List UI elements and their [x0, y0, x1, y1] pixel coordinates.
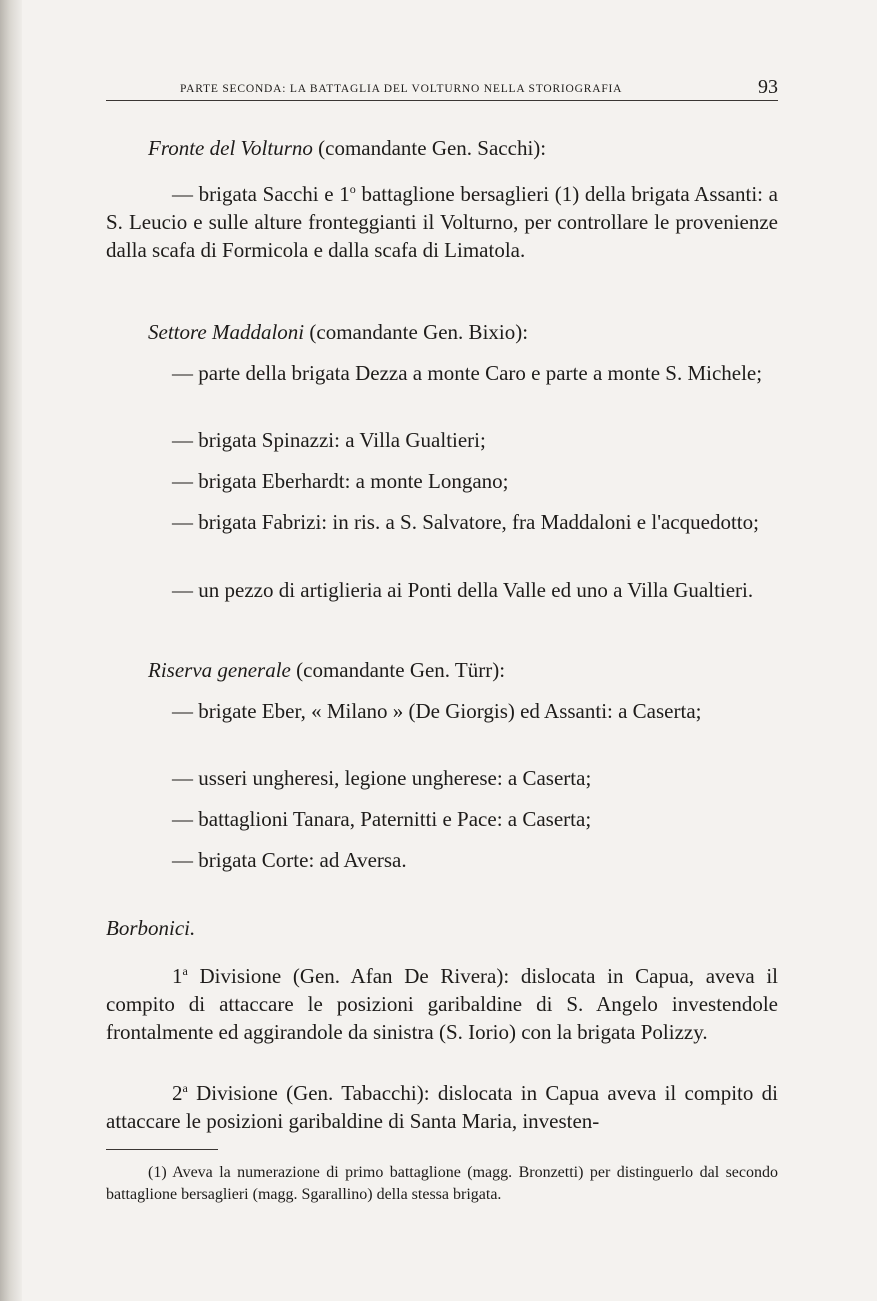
list-item-eber-milano: — brigate Eber, « Milano » (De Giorgis) ed Assanti: a Caserta;	[172, 699, 702, 723]
heading-riserva-rest: (comandante Gen. Türr):	[290, 658, 506, 682]
running-head	[106, 76, 778, 101]
list-item-corte: — brigata Corte: ad Aversa.	[172, 848, 407, 872]
list-item-eberhardt: — brigata Eberhardt: a monte Longano;	[172, 469, 509, 493]
list-item-battaglioni: — battaglioni Tanara, Paternitti e Pace: a Caserta;	[172, 807, 592, 831]
page-number: 93	[758, 76, 778, 98]
list-item-usseri: — usseri ungheresi, legione ungherese: a Caserta;	[172, 766, 592, 790]
heading-riserva-italic: Riserva generale	[148, 658, 291, 682]
paragraph-divisione-1	[106, 962, 778, 1046]
heading-settore-maddaloni	[148, 318, 528, 346]
div1-sup: a	[182, 964, 188, 978]
heading-maddaloni-rest: (comandante Gen. Bixio):	[304, 320, 529, 344]
heading-riserva-generale	[148, 656, 505, 684]
heading-borbonici	[106, 914, 195, 942]
list-item-spinazzi: — brigata Spinazzi: a Villa Gualtieri;	[172, 428, 486, 452]
div2-text: Divisione (Gen. Tabacchi): dislocata in Capua aveva il compito di attaccare le posizioni garibaldine di Santa Maria, investen-	[106, 1081, 778, 1133]
heading-fronte-rest: (comandante Gen. Sacchi):	[312, 136, 547, 160]
heading-fronte-italic: Fronte del Volturno	[148, 136, 313, 160]
running-title: PARTE SECONDA: LA BATTAGLIA DEL VOLTURNO NELLA STORIOGRAFIA	[180, 83, 623, 95]
list-item-fabrizi: — brigata Fabrizi: in ris. a S. Salvatore, fra Maddaloni e l'acquedotto;	[172, 510, 759, 534]
paragraph-divisione-2	[106, 1079, 778, 1135]
div1-text: Divisione (Gen. Afan De Rivera): dislocata in Capua, aveva il compito di attaccare le posizioni garibaldine di S. Angelo investendole frontalmente ed aggirandole da sinistra (S. Iorio) con la brigata Polizzy.	[106, 964, 778, 1044]
div1-num: 1	[172, 964, 183, 988]
div2-sup: a	[182, 1081, 188, 1095]
book-gutter-shadow	[0, 0, 22, 1301]
para-sacchi-sup: o	[349, 182, 356, 196]
footnote: (1) Aveva la numerazione di primo battaglione (magg. Bronzetti) per distinguerlo dal secondo battaglione bersaglieri (magg. Sgarallino) della stessa brigata.	[106, 1164, 778, 1203]
para-sacchi-b: battaglione bersaglieri (1) della brigata Assanti: a S. Leucio e sulle alture fronteggianti il Volturno, per controllare le provenienze dalla scafa di Formicola e dalla scafa di Limatola.	[106, 182, 778, 262]
list-item-dezza: — parte della brigata Dezza a monte Caro e parte a monte S. Michele;	[172, 361, 763, 385]
para-sacchi-a: — brigata Sacchi e 1	[172, 182, 350, 206]
div2-num: 2	[172, 1081, 183, 1105]
list-item-artiglieria: — un pezzo di artiglieria ai Ponti della Valle ed uno a Villa Gualtieri.	[172, 578, 754, 602]
heading-maddaloni-italic: Settore Maddaloni	[148, 320, 305, 344]
book-page	[106, 76, 778, 1203]
heading-borbonici-italic: Borbonici.	[106, 916, 196, 940]
paragraph-brigata-sacchi	[106, 180, 778, 264]
heading-fronte-volturno	[148, 134, 546, 162]
footnote-rule	[106, 1149, 218, 1150]
